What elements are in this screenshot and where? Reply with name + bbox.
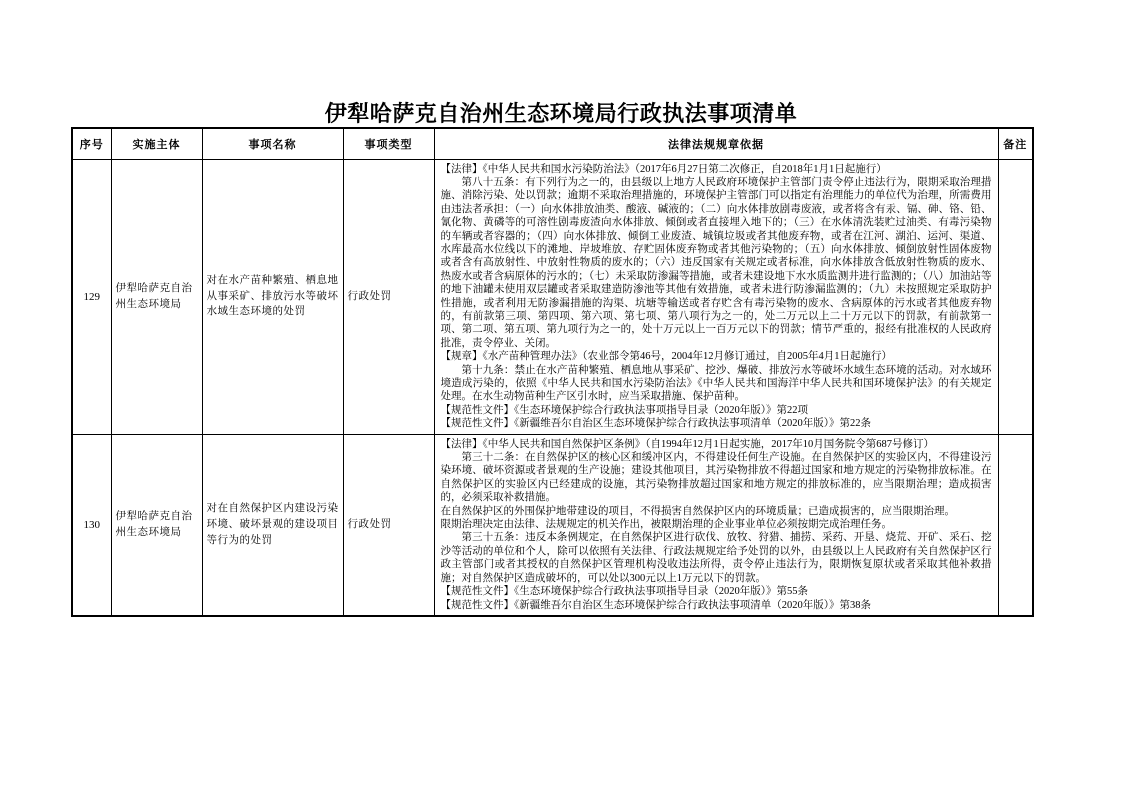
legal-basis-paragraph: 【规范性文件】《新疆维吾尔自治区生态环境保护综合行政执法事项清单（2020年版）》第38条 bbox=[440, 599, 871, 611]
cell-seq: 129 bbox=[72, 159, 111, 434]
cell-entity: 伊犁哈萨克自治州生态环境局 bbox=[111, 159, 202, 434]
cell-item-type: 行政处罚 bbox=[343, 434, 434, 616]
cell-remark bbox=[998, 159, 1033, 434]
page-title: 伊犁哈萨克自治州生态环境局行政执法事项清单 bbox=[324, 101, 798, 126]
legal-basis-paragraph: 在自然保护区的外围保护地带建设的项目，不得损害自然保护区内的环境质量；已造成损害的，应当限期治理。 bbox=[440, 505, 955, 517]
legal-basis-paragraph: 第三十二条：在自然保护区的核心区和缓冲区内，不得建设任何生产设施。在自然保护区的实验区内，不得建设污染环境、破坏资源或者景观的生产设施；建设其他项目，其污染物排放不得超过国家和地方规定的污染物排放标准。在自然保护区的实验区内已经建成的设施，其污染物排放超过国家和地方规定的排放标准的，应当限期治理；造成损害的，必须采取补救措施。 bbox=[440, 452, 992, 504]
table-header-row bbox=[72, 128, 1033, 159]
legal-basis-paragraph: 【法律】《中华人民共和国水污染防治法》（2017年6月27日第二次修正，自2018年1月1日起施行） bbox=[440, 163, 887, 175]
legal-basis-paragraph: 第三十五条：违反本条例规定，在自然保护区进行砍伐、放牧、狩猎、捕捞、采药、开垦、烧荒、开矿、采石、挖沙等活动的单位和个人，除可以依照有关法律、行政法规规定给予处罚的以外，由县级以上人民政府有关自然保护区行政主管部门或者其授权的自然保护区管理机构没收违法所得，责令停止违法行为，限期恢复原状或者采取其他补救措施；对自然保护区造成破坏的，可以处以300元以上1万元以下的罚款。 bbox=[440, 532, 992, 584]
legal-basis-paragraph: 【规范性文件】《生态环境保护综合行政执法事项指导目录（2020年版）》第22项 bbox=[440, 404, 808, 416]
cell-remark bbox=[998, 434, 1033, 616]
legal-basis-paragraph: 第八十五条：有下列行为之一的，由县级以上地方人民政府环境保护主管部门责令停止违法行为，限期采取治理措施、消除污染、处以罚款；逾期不采取治理措施的，环境保护主管部门可以指定有治理能力的单位代为治理，所需费用由违法者承担：（一）向水体排放油类、酸液、碱液的；（二）向水体排放剧毒废液，或者将含有汞、镉、砷、铬、铅、氰化物、黄磷等的可溶性剧毒废渣向水体排放、倾倒或者直接埋入地下的；（三）在水体清洗装贮过油类、有毒污染物的车辆或者容器的；（四）向水体排放、倾倒工业废渣、城镇垃圾或者其他废弃物，或者在江河、湖泊、运河、渠道、水库最高水位线以下的滩地、岸坡堆放、存贮固体废弃物或者其他污染物的；（五）向水体排放、倾倒放射性固体废物或者含有高放射性、中放射性物质的废水的；（六）违反国家有关规定或者标准，向水体排放含低放射性物质的废水、热废水或者含病原体的污水的；（七）未采取防渗漏等措施，或者未建设地下水水质监测井进行监测的；（八）加油站等的地下油罐未使用双层罐或者采取建造防渗池等其他有效措施，或者未进行防渗漏监测的；（九）未按照规定采取防护性措施，或者利用无防渗漏措施的沟渠、坑塘等输送或者存贮含有毒污染物的废水、含病原体的污水或者其他废弃物的，有前款第三项、第四项、第六项、第七项、第八项行为之一的，处二万元以上二十万元以下的罚款，有前款第一项、第二项、第五项、第九项行为之一的，处十万元以上一百万元以下的罚款；情节严重的，报经有批准权的人民政府批准，责令停业、关闭。 bbox=[440, 176, 992, 349]
header-item-name: 事项名称 bbox=[202, 128, 343, 159]
cell-item-name: 对在自然保护区内建设污染环境、破坏景观的建设项目等行为的处罚 bbox=[202, 434, 343, 616]
legal-basis-paragraph: 【规范性文件】《生态环境保护综合行政执法事项指导目录（2020年版）》第55条 bbox=[440, 586, 808, 598]
cell-legal-basis bbox=[434, 159, 998, 434]
header-legal-basis: 法律法规规章依据 bbox=[434, 128, 998, 159]
legal-basis-paragraph: 第十九条：禁止在水产苗种繁殖、栖息地从事采矿、挖沙、爆破、排放污水等破坏水域生态环境的活动。对水域环境造成污染的，依照《中华人民共和国水污染防治法》《中华人民共和国海洋中华人民共和国环境保护法》的有关规定处理。在水生动物苗种生产区引水时，应当采取措施、保护苗种。 bbox=[440, 364, 992, 403]
table-row bbox=[72, 159, 1033, 434]
cell-seq: 130 bbox=[72, 434, 111, 616]
header-seq: 序号 bbox=[72, 128, 111, 159]
cell-item-name: 对在水产苗种繁殖、栖息地从事采矿、排放污水等破坏水域生态环境的处罚 bbox=[202, 159, 343, 434]
legal-basis-paragraph: 【规范性文件】《新疆维吾尔自治区生态环境保护综合行政执法事项清单（2020年版）》第22条 bbox=[440, 418, 871, 430]
cell-legal-basis bbox=[434, 434, 998, 616]
legal-basis-paragraph: 【法律】《中华人民共和国自然保护区条例》（自1994年12月1日起实施，2017年10月国务院令第687号修订） bbox=[440, 438, 934, 450]
legal-basis-paragraph: 限期治理决定由法律、法规规定的机关作出，被限期治理的企业事业单位必须按期完成治理任务。 bbox=[440, 519, 892, 531]
table-row bbox=[72, 434, 1033, 616]
cell-entity: 伊犁哈萨克自治州生态环境局 bbox=[111, 434, 202, 616]
enforcement-items-table bbox=[71, 127, 1034, 617]
legal-basis-paragraph: 【规章】《水产苗种管理办法》（农业部令第46号，2004年12月修订通过，自2005年4月1日起施行） bbox=[440, 351, 892, 363]
header-entity: 实施主体 bbox=[111, 128, 202, 159]
header-item-type: 事项类型 bbox=[343, 128, 434, 159]
header-remark: 备注 bbox=[998, 128, 1033, 159]
cell-item-type: 行政处罚 bbox=[343, 159, 434, 434]
